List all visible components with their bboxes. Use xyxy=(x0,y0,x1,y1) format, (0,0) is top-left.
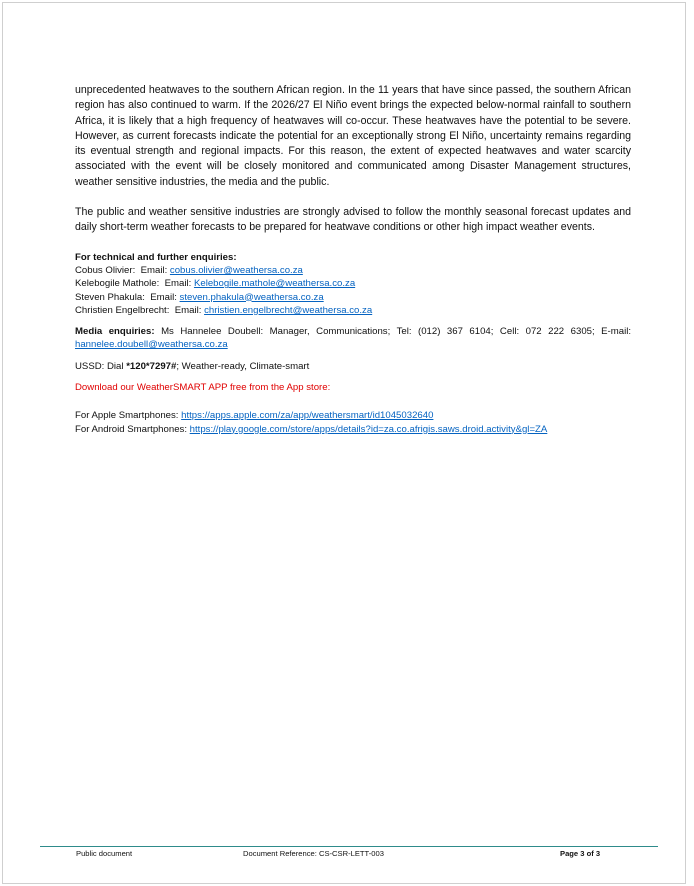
email-label: Email: xyxy=(164,278,192,290)
contact-line xyxy=(75,277,631,290)
footer-divider xyxy=(40,846,658,847)
email-label: Email: xyxy=(140,264,168,276)
email-label: Email: xyxy=(174,304,202,316)
contact-line xyxy=(75,264,631,277)
ussd-code: *120*7297# xyxy=(126,360,177,372)
media-enquiries-label: Media enquiries: xyxy=(75,326,155,338)
contact-email-link[interactable]: christien.engelbrecht@weathersa.co.za xyxy=(204,304,373,316)
ussd-line xyxy=(75,360,631,373)
android-label: For Android Smartphones: xyxy=(75,423,187,435)
body-paragraph-2: The public and weather sensitive industries are strongly advised to follow the monthly seasonal forecast updates and daily short-term weather forecasts to be prepared for heatwave conditions or other high impact weather events. xyxy=(75,206,631,234)
android-app-line xyxy=(75,423,631,436)
contact-email-link[interactable]: Kelebogile.mathole@weathersa.co.za xyxy=(193,278,356,290)
ussd-prefix: USSD: Dial xyxy=(75,360,127,372)
media-enquiries xyxy=(75,325,631,352)
media-email-link[interactable]: hannelee.doubell@weathersa.co.za xyxy=(75,339,228,351)
contact-name: Steven Phakula: xyxy=(75,291,145,303)
media-enquiries-text: Ms Hannelee Doubell: Manager, Communications; Tel: (012) 367 6104; Cell: 072 222 6305; E-mail: xyxy=(161,326,632,338)
technical-enquiries-heading: For technical and further enquiries: xyxy=(75,251,237,263)
apple-app-line xyxy=(75,409,631,422)
contact-email-link[interactable]: cobus.olivier@weathersa.co.za xyxy=(169,264,303,276)
footer-classification: Public document xyxy=(76,849,133,858)
contact-line xyxy=(75,291,631,304)
apple-label: For Apple Smartphones: xyxy=(75,410,179,422)
body-paragraph-1: unprecedented heatwaves to the southern African region. In the 11 years that have since passed, the southern African region has also continued to warm. If the 2026/27 El Niño event brings the expected below-normal rainfall to southern Africa, it is likely that a high frequency of heatwaves will co-occur. These heatwaves have the potential to be severe. However, as current forecasts indicate the potential for an exceptionally strong El Niño, uncertainty remains regarding its eventual strength and regional impacts. For this reason, the extent of expected heatwaves and water scarcity associated with the event will be closely monitored and communicated among Disaster Management structures, weather sensitive industries, the media and the public. xyxy=(75,84,631,188)
document-body xyxy=(75,83,631,436)
app-download-text: Download our WeatherSMART APP free from the App store: xyxy=(75,382,331,394)
footer-document-reference: Document Reference: CS-CSR-LETT-003 xyxy=(243,849,384,858)
apple-app-link[interactable]: https://apps.apple.com/za/app/weathersmart/id1045032640 xyxy=(181,410,434,422)
contact-name: Cobus Olivier: xyxy=(75,264,136,276)
email-label: Email: xyxy=(150,291,177,303)
android-app-link[interactable]: https://play.google.com/store/apps/details?id=za.co.afrigis.saws.droid.activity&gl=ZA xyxy=(189,423,548,435)
ussd-suffix: ; Weather-ready, Climate-smart xyxy=(176,360,310,372)
contact-name: Kelebogile Mathole: xyxy=(75,278,160,290)
footer-page-number: Page 3 of 3 xyxy=(560,849,601,858)
contact-email-link[interactable]: steven.phakula@weathersa.co.za xyxy=(179,291,324,303)
contact-line xyxy=(75,304,631,317)
contact-name: Christien Engelbrecht: xyxy=(75,304,170,316)
